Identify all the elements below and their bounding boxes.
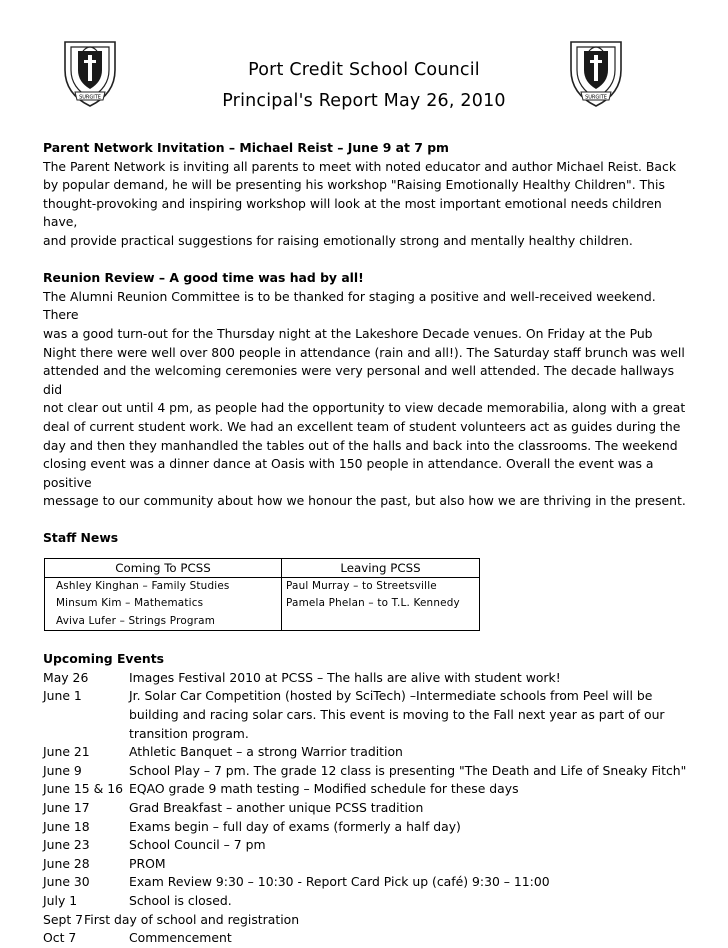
staff-entry: Paul Murray – to Streetsville bbox=[286, 580, 437, 593]
paragraph-line: message to our community about how we honour the past, but also how we are thriving in the present. bbox=[43, 493, 686, 509]
section-heading-parent-network: Parent Network Invitation – Michael Reist – June 9 at 7 pm bbox=[43, 140, 449, 155]
event-row bbox=[43, 780, 693, 799]
staff-entry: Minsum Kim – Mathematics bbox=[56, 597, 204, 610]
paragraph-line: thought-provoking and inspiring workshop will look at the most important emotional needs children have, bbox=[43, 195, 662, 230]
paragraph-line: closing event was a dinner dance at Oasis with 150 people in attendance. Overall the event was a positive bbox=[43, 456, 654, 490]
event-row bbox=[43, 892, 693, 911]
event-description: EQAO grade 9 math testing – Modified schedule for these days bbox=[129, 781, 519, 797]
paragraph-line: day and then they manhandled the tables out of the halls and back into the classrooms. The weekend bbox=[43, 437, 678, 453]
event-row bbox=[43, 836, 693, 855]
event-date: June 1 bbox=[43, 688, 82, 704]
event-date: June 9 bbox=[43, 762, 82, 778]
staff-entry: Aviva Lufer – Strings Program bbox=[56, 614, 216, 627]
event-description: School Council – 7 pm bbox=[129, 837, 266, 853]
event-date: June 17 bbox=[43, 800, 90, 816]
event-date: May 26 bbox=[43, 669, 89, 685]
staff-entry: Ashley Kinghan – Family Studies bbox=[56, 580, 230, 593]
coming-column bbox=[45, 559, 282, 630]
event-date: June 28 bbox=[43, 855, 90, 871]
event-row bbox=[43, 911, 693, 930]
event-date: July 1 bbox=[43, 893, 78, 908]
event-date: June 30 bbox=[43, 874, 90, 890]
document-subtitle: Principal's Report May 26, 2010 bbox=[222, 91, 506, 111]
leaving-column-header: Leaving PCSS bbox=[282, 559, 479, 578]
paragraph-line: and provide practical suggestions for raising emotionally strong and mentally healthy children. bbox=[43, 232, 633, 248]
event-date: June 21 bbox=[43, 744, 90, 760]
event-row bbox=[43, 818, 693, 837]
crest-banner-text: SURGITE bbox=[585, 94, 607, 101]
event-description: First day of school and registration bbox=[84, 911, 300, 927]
event-description: transition program. bbox=[129, 725, 249, 741]
paragraph-line: The Parent Network is inviting all parents to meet with noted educator and author Michael Reist. Back bbox=[43, 158, 677, 174]
section-heading-staff-news: Staff News bbox=[43, 530, 119, 546]
paragraph-line: The Alumni Reunion Committee is to be thanked for staging a positive and well-received weekend. There bbox=[43, 288, 656, 323]
event-date: June 18 bbox=[43, 818, 90, 834]
event-description: Grad Breakfast – another unique PCSS tradition bbox=[129, 800, 424, 816]
event-date: June 15 & 16 bbox=[43, 781, 123, 797]
event-description: Images Festival 2010 at PCSS – The halls are alive with student work! bbox=[129, 669, 561, 685]
leaving-column bbox=[282, 559, 479, 630]
staff-entry: Pamela Phelan – to T.L. Kennedy bbox=[286, 597, 460, 610]
paragraph-line: not clear out until 4 pm, as people had the opportunity to view decade memorabilia, along with a great bbox=[43, 400, 686, 416]
event-description: Commencement bbox=[129, 930, 232, 946]
upcoming-events bbox=[43, 650, 693, 948]
event-row bbox=[43, 855, 693, 874]
event-row bbox=[43, 687, 693, 743]
section-heading-reunion: Reunion Review – A good time was had by all! bbox=[43, 270, 364, 286]
event-description: building and racing solar cars. This event is moving to the Fall next year as part of our bbox=[129, 707, 665, 723]
event-row bbox=[43, 669, 693, 688]
event-description: Jr. Solar Car Competition (hosted by SciTech) –Intermediate schools from Peel will be bbox=[129, 688, 653, 704]
event-row bbox=[43, 762, 693, 781]
paragraph-line: Night there were well over 800 people in attendance (rain and all!). The Saturday staff brunch was well bbox=[43, 344, 685, 360]
paragraph-line: by popular demand, he will be presenting his workshop "Raising Emotionally Healthy Children". This bbox=[43, 177, 665, 193]
event-description: Exams begin – full day of exams (formerly a half day) bbox=[129, 818, 461, 834]
staff-news-table bbox=[44, 558, 480, 631]
event-description: School Play – 7 pm. The grade 12 class is presenting "The Death and Life of Sneaky Fitch" bbox=[129, 762, 687, 778]
event-row bbox=[43, 799, 693, 818]
event-row bbox=[43, 873, 693, 892]
event-description: PROM bbox=[129, 855, 166, 871]
event-date: Oct 7 bbox=[43, 930, 77, 946]
paragraph-line: attended and the welcoming ceremonies were very personal and well attended. The decade hallways did bbox=[43, 363, 675, 397]
event-row bbox=[43, 743, 693, 762]
event-description: Athletic Banquet – a strong Warrior tradition bbox=[129, 744, 403, 760]
crest-banner-text: SURGITE bbox=[79, 94, 101, 101]
report-body bbox=[43, 139, 693, 948]
event-date: June 23 bbox=[43, 837, 90, 853]
coming-column-header: Coming To PCSS bbox=[45, 559, 281, 578]
event-description: Exam Review 9:30 – 10:30 - Report Card Pick up (café) 9:30 – 11:00 bbox=[129, 874, 550, 890]
event-row bbox=[43, 929, 693, 948]
paragraph-line: was a good turn-out for the Thursday night at the Lakeshore Decade venues. On Friday at the Pub bbox=[43, 325, 653, 341]
event-date: Sept 7 bbox=[43, 911, 84, 927]
event-description: School is closed. bbox=[129, 893, 232, 908]
section-heading-events: Upcoming Events bbox=[43, 651, 165, 667]
document-title: Port Credit School Council bbox=[248, 60, 480, 80]
paragraph-line: deal of current student work. We had an excellent team of student volunteers act as guides during the bbox=[43, 418, 681, 434]
